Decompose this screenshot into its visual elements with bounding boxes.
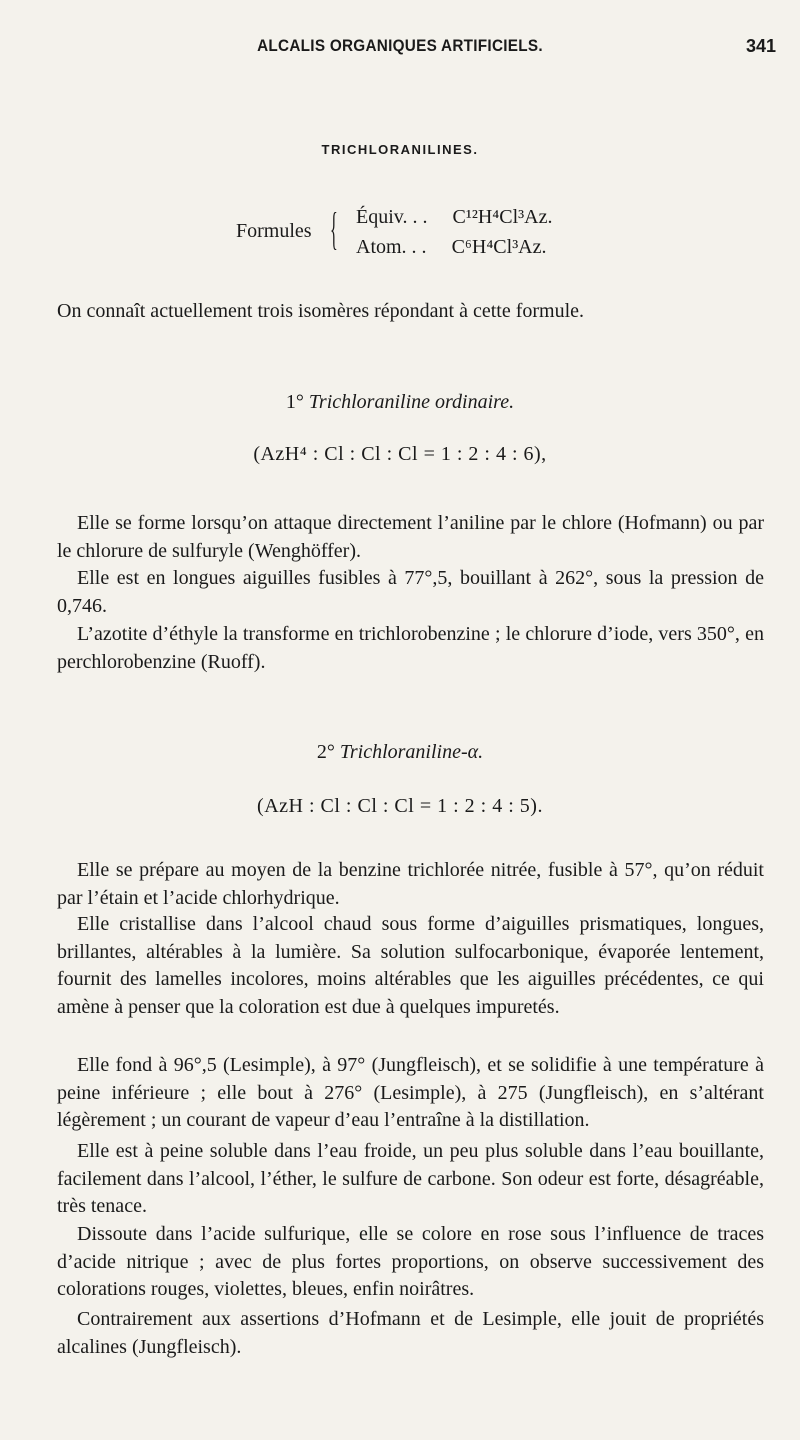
formula-row-name: Équiv. . . xyxy=(356,206,428,228)
page-header xyxy=(0,36,800,60)
formula-row-value: C⁶H⁴Cl³Az. xyxy=(451,236,547,258)
compound1-formula: (AzH⁴ : Cl : Cl : Cl = 1 : 2 : 4 : 6), xyxy=(253,443,547,465)
compound2-paragraph-4: Elle est à peine soluble dans l’eau froide, un peu plus soluble dans l’eau bouillante, facilement dans l’alcool, l’éther, le sulfure de carbone. Son odeur est forte, désagréable, très tenace. xyxy=(57,1140,764,1217)
brace-symbol: { xyxy=(330,203,338,254)
page-number: 341 xyxy=(745,36,776,56)
formula-row-equiv xyxy=(356,206,552,229)
compound2-number: 2° xyxy=(316,741,335,763)
compound2-paragraph-3: Elle fond à 96°,5 (Lesimple), à 97° (Jungfleisch), et se solidifie à une température à peine inférieure ; elle bout à 276° (Lesimple), à 275 (Jungfleisch), en s’altérant légèrement ; un courant de vapeur d’eau l’entraîne à la distillation. xyxy=(57,1054,764,1131)
formula-row-name: Atom. . . xyxy=(356,236,427,258)
compound2-formula: (AzH : Cl : Cl : Cl = 1 : 2 : 4 : 5). xyxy=(257,795,543,817)
running-head: ALCALIS ORGANIQUES ARTIFICIELS. xyxy=(257,36,543,55)
formula-label: Formules xyxy=(236,220,312,242)
compound1-paragraph-1: Elle se forme lorsqu’on attaque directement l’aniline par le chlore (Hofmann) ou par le chlorure de sulfuryle (Wenghöffer). xyxy=(57,512,764,562)
compound1-paragraph-3: L’azotite d’éthyle la transforme en trichlorobenzine ; le chlorure d’iode, vers 350°, en perchlorobenzine (Ruoff). xyxy=(57,623,764,673)
formula-row-value: C¹²H⁴Cl³Az. xyxy=(452,206,553,228)
compound1-title xyxy=(0,391,800,414)
compound1-paragraph-2: Elle est en longues aiguilles fusibles à 77°,5, bouillant à 262°, sous la pression de 0,746. xyxy=(57,567,764,617)
compound2-paragraph-1: Elle se prépare au moyen de la benzine trichlorée nitrée, fusible à 57°, qu’on réduit par l’étain et l’acide chlorhydrique. xyxy=(57,859,764,909)
compound2-paragraph-6: Contrairement aux assertions d’Hofmann et de Lesimple, elle jouit de propriétés alcalines (Jungfleisch). xyxy=(57,1308,764,1358)
compound1-name: Trichloraniline ordinaire. xyxy=(308,391,515,413)
compound2-name: Trichloraniline-α. xyxy=(339,741,484,763)
section-title: TRICHLORANILINES. xyxy=(321,142,479,157)
compound1-number: 1° xyxy=(285,391,304,413)
formula-block xyxy=(236,202,616,262)
compound2-title xyxy=(0,741,800,764)
intro-paragraph: On connaît actuellement trois isomères répondant à cette formule. xyxy=(57,300,585,322)
compound2-paragraph-2: Elle cristallise dans l’alcool chaud sous forme d’aiguilles prismatiques, longues, brillantes, altérables à la lumière. Sa solution sulfocarbonique, évaporée lentement, fournit des lamelles incolores, moins altérables que les aiguilles précédentes, ce qui amène à penser que la coloration est due à quelques impuretés. xyxy=(57,913,764,1018)
formula-row-atom xyxy=(356,236,547,259)
compound2-paragraph-5: Dissoute dans l’acide sulfurique, elle se colore en rose sous l’influence de traces d’acide nitrique ; avec de plus fortes proportions, on observe successivement des colorations rouges, violettes, bleues, enfin noirâtres. xyxy=(57,1223,764,1300)
